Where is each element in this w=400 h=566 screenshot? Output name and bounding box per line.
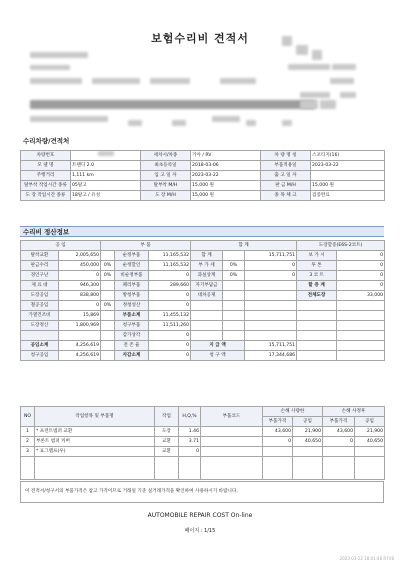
- label-sheet-mh: 판 금 M/H: [261, 181, 311, 191]
- label-paint-mh: 도 장 M/H: [141, 191, 191, 201]
- label-model: 모 델 명: [21, 161, 71, 171]
- label: 방청부품: [115, 291, 149, 301]
- label-check: 종 목 체 크: [261, 191, 311, 201]
- value-paint-type: 18탈고 / 유성: [71, 191, 141, 201]
- label: 비순정부품: [115, 271, 149, 281]
- vehicle-section-header: 수리차량/견적처: [23, 137, 70, 145]
- label-first-reg: 최초등록일: [141, 161, 191, 171]
- value: 11,511,260: [149, 321, 191, 331]
- value: 0: [149, 301, 191, 311]
- vehicle-info-table: [20, 150, 385, 201]
- label: 부 가 세: [191, 261, 223, 271]
- value: 0: [59, 271, 101, 281]
- col-code: 부품코드: [201, 407, 263, 427]
- label: [21, 331, 59, 341]
- label: 탈착교환: [21, 251, 59, 261]
- value: 0: [337, 281, 385, 291]
- rate: [101, 251, 115, 261]
- rate: [101, 321, 115, 331]
- value: 15,711,751: [245, 251, 297, 261]
- label: 청구부품: [115, 321, 149, 331]
- value-vehicle-name: 스포티지(16): [311, 151, 385, 161]
- value: 2,005,650: [59, 251, 101, 261]
- label: 과실상계: [191, 271, 223, 281]
- col-after-group: 손해 사정후: [323, 407, 385, 417]
- label: 합 계: [191, 251, 223, 261]
- label: 청 구 액: [191, 351, 245, 361]
- value-parts-date: 2023-03-22: [311, 161, 385, 171]
- label: 할 증 계: [297, 281, 337, 291]
- col-labor: 공임: [293, 417, 323, 427]
- label-detach-mh: 탈부착 M/H: [141, 181, 191, 191]
- parts-header-row: [21, 407, 385, 417]
- label: 도장정산: [21, 321, 59, 331]
- label: 공임소계: [21, 341, 59, 351]
- value: 4,256,619: [59, 341, 101, 351]
- table-row: 1 * 프런트범퍼 교환 도장 1.46 43,600 21,900 43,600 21,900: [21, 427, 385, 437]
- value: 0: [337, 271, 385, 281]
- value: 17,344,686: [245, 351, 297, 361]
- vehicle-row: [21, 181, 385, 191]
- settlement-row: [21, 331, 385, 341]
- rate: [101, 291, 115, 301]
- value-model: 트랜디 2.0: [71, 161, 141, 171]
- value: 0: [149, 341, 191, 351]
- value: 0: [245, 261, 297, 271]
- print-stamp: 2023-03-22 18:01:46 R7V8: [339, 556, 394, 561]
- table-row: 3 * 표그램프(우) 교환 0: [21, 447, 385, 457]
- label-detach-type: 탈부착 작업시간 종류: [21, 181, 71, 191]
- label: 도장공임: [21, 291, 59, 301]
- settlement-row: [21, 351, 385, 361]
- label: 부품소계: [115, 311, 149, 321]
- settlement-table: [20, 240, 385, 361]
- label: 순정할인: [115, 261, 149, 271]
- col-price: 부품가격: [323, 417, 355, 427]
- label: 전 존 율: [115, 341, 149, 351]
- rate: 0%: [223, 261, 245, 271]
- vehicle-row: [21, 191, 385, 201]
- label: 감가상각: [115, 331, 149, 341]
- value: 11,455,132: [149, 311, 191, 321]
- col-gong: 공 임: [21, 241, 101, 251]
- value: 4,256,619: [59, 351, 101, 361]
- col-before-group: 손해 사량한: [263, 407, 323, 417]
- document-title: 보험수리비 견적서: [151, 32, 249, 45]
- value-in-date: 2023-03-22: [191, 171, 261, 181]
- label-plate: 차량번호: [21, 151, 71, 161]
- rate: 0%: [101, 261, 115, 271]
- settlement-header-row: [21, 241, 385, 251]
- value-paint-mh: 15,000 원: [191, 191, 261, 201]
- value: 838,800: [59, 291, 101, 301]
- label: 전체도장: [297, 291, 337, 301]
- value: 0: [149, 351, 191, 361]
- label-mileage: 주행거리: [21, 171, 71, 181]
- col-price: 부품가격: [263, 417, 293, 427]
- rate: 0%: [101, 271, 115, 281]
- value: [59, 331, 101, 341]
- col-work: 작업: [155, 407, 179, 427]
- table-row: 2 부론트 범퍼 커버 교환 3.71 0 40,650 0 40,650: [21, 437, 385, 447]
- rate: 0%: [101, 301, 115, 311]
- value: 11,165,532: [149, 251, 191, 261]
- value: 289,660: [149, 281, 191, 291]
- vehicle-row: [21, 171, 385, 181]
- label: 3 코 트: [297, 271, 337, 281]
- table-row-empty: [21, 457, 385, 480]
- settlement-section-header: 수리비 정산정보: [20, 226, 384, 237]
- settlement-row: [21, 341, 385, 351]
- value-out-date: [311, 171, 385, 181]
- label-paint-type: 도 장 작업시간 종류: [21, 191, 71, 201]
- col-bupum: 부 품: [101, 241, 191, 251]
- value: 1,800,969: [59, 321, 101, 331]
- rate: 0%: [223, 271, 245, 281]
- label-maker: 세차시/차종: [141, 151, 191, 161]
- label-out-date: 출 고 일 자: [261, 171, 311, 181]
- label-parts-date: 부품적용일: [261, 161, 311, 171]
- label: 폐리부품: [115, 281, 149, 291]
- footer-brand: AUTOMOBILE REPAIR COST On-line: [147, 512, 253, 519]
- rate: [101, 331, 115, 341]
- col-labor: 공임: [355, 417, 385, 427]
- value: 0: [149, 271, 191, 281]
- label: 청구공임: [21, 351, 59, 361]
- label: 정청성산: [115, 301, 149, 311]
- label-vehicle-name: 차 량 명 칭: [261, 151, 311, 161]
- label: 제 료 대: [21, 281, 59, 291]
- value-sheet-mh: 15,000 원: [311, 181, 385, 191]
- label: 판금수리: [21, 261, 59, 271]
- rate: [223, 291, 245, 301]
- settlement-row: [21, 291, 385, 301]
- value: 15,711,751: [245, 341, 297, 351]
- value: 15,869: [59, 311, 101, 321]
- value: 0: [245, 271, 297, 281]
- rate: [101, 341, 115, 351]
- label: 보 가 시: [297, 251, 337, 261]
- value: [245, 281, 297, 291]
- settlement-row: [21, 321, 385, 331]
- col-hqty: H,Q,%: [179, 407, 201, 427]
- value-maker: 기아 / RV: [191, 151, 261, 161]
- rate: [223, 281, 245, 291]
- label: 경인구난: [21, 271, 59, 281]
- value-plate: [71, 151, 141, 161]
- settlement-row: [21, 261, 385, 271]
- vehicle-row: [21, 151, 385, 161]
- label: 가열건조비: [21, 311, 59, 321]
- value: 946,300: [59, 281, 101, 291]
- value: 0: [149, 331, 191, 341]
- label: 대차공제: [191, 291, 223, 301]
- label-in-date: 입 고 일 자: [141, 171, 191, 181]
- label: 자기부담금: [191, 281, 223, 291]
- value: 0: [149, 291, 191, 301]
- rate: [223, 251, 245, 261]
- col-no: NO: [21, 407, 35, 427]
- value: 450,000: [59, 261, 101, 271]
- value: 0: [337, 261, 385, 271]
- label: 지 급 액: [191, 341, 245, 351]
- footer-page: 페이지 : 1/15: [184, 528, 216, 534]
- value: 0: [59, 301, 101, 311]
- value: 0: [337, 251, 385, 261]
- settlement-row: [21, 311, 385, 321]
- vehicle-row: [21, 161, 385, 171]
- rate: [101, 351, 115, 361]
- col-item: 작업항목 및 부품명: [35, 407, 155, 427]
- value-first-reg: 2018-03-06: [191, 161, 261, 171]
- disclaimer-note: 이 견적서/청구서의 부품가격은 참고 가격이므로 거래일 기준 실거래가격을 확인하여 사용하시기 바랍니다.: [20, 481, 384, 503]
- settlement-row: [21, 281, 385, 291]
- value: 11,165,532: [149, 261, 191, 271]
- value-mileage: 1,111 km: [71, 171, 141, 181]
- rate: [101, 311, 115, 321]
- value: [245, 291, 297, 301]
- settlement-row: [21, 251, 385, 261]
- label: 투 톤: [297, 261, 337, 271]
- label: 철공공임: [21, 301, 59, 311]
- parts-table: [20, 406, 385, 480]
- label: 자감소계: [115, 351, 149, 361]
- label: 순정부품: [115, 251, 149, 261]
- value-detach-type: 05탈고: [71, 181, 141, 191]
- value-detach-mh: 15,000 원: [191, 181, 261, 191]
- settlement-row: [21, 301, 385, 311]
- rate: [101, 281, 115, 291]
- value: 33,000: [337, 291, 385, 301]
- value-check: 검증완료: [311, 191, 385, 201]
- col-dojang: 도장할증(E6S-2코트): [297, 241, 385, 251]
- col-hapgye: 합 계: [191, 241, 297, 251]
- settlement-row: [21, 271, 385, 281]
